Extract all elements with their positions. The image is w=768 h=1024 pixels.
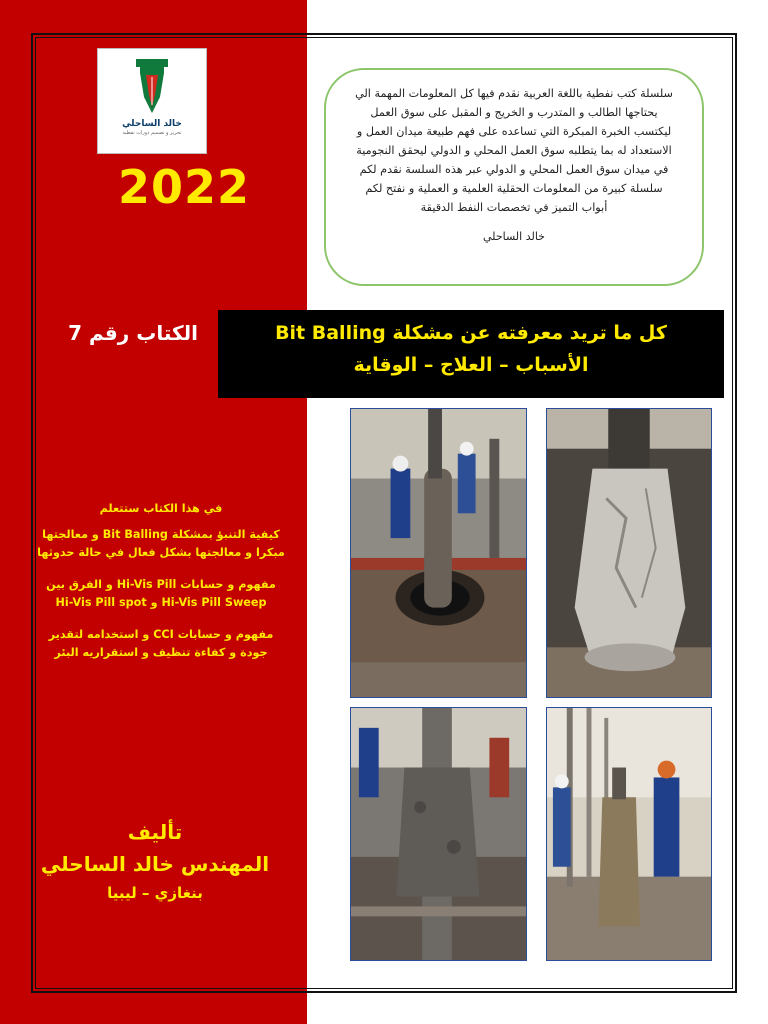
intro-author: خالد الساحلي [483,230,545,243]
book-number: الكتاب رقم 7 [68,321,198,345]
intro-line: ليكتسب الخبرة المبكرة التي تساعده على فهم طبيعة ميدان العمل و [356,125,672,138]
intro-line: أبواب التميز في تخصصات النفط الدقيقة [420,201,608,214]
learn-section [36,500,286,676]
intro-line: في ميدان سوق العمل المحلي و الدولي عبر هذه السلسة نقدم لكم [359,163,669,176]
photo-workers-balled-bit [546,707,712,961]
title-band [218,310,724,398]
year-label: 2022 [118,160,251,214]
photo-balled-pipe-rotary [350,707,527,961]
book-title: كل ما تريد معرفته عن مشكلة Bit Balling [275,322,667,344]
logo-tagline: تحرير و تصميم دورات نفطية [122,130,182,136]
series-intro-box [324,68,704,286]
author-label: تأليف [127,820,183,844]
learn-item: كيفية التنبؤ بمشكلة Bit Balling و معالجتها مبكرا و معالجتها بشكل فعال في حالة حدوثها [37,528,285,559]
publisher-logo [97,48,207,154]
logo-name: خالد الساحلي [122,119,182,129]
intro-line: سلسلة كتب نفطية باللغة العربية نقدم فيها كل المعلومات المهمة الي [355,87,673,100]
learn-item: مفهوم و حسابات CCI و استخدامه لتقدير جودة و كفاءة تنظيف و استقراريه البئر [48,628,274,659]
intro-line: الاستعداد له بما يتطلبه سوق العمل المحلي و الدولي ليحقق النجومية [356,144,672,157]
intro-line: يحتاجها الطالب و المتدرب و الخريج و المقبل على سوق العمل [370,106,658,119]
author-name: المهندس خالد الساحلي [40,852,270,876]
book-subtitle: الأسباب – العلاج – الوقاية [353,354,589,376]
learn-heading: في هذا الكتاب ستتعلم [99,502,223,515]
photo-balled-bit-closeup [546,408,712,698]
author-section [40,820,270,902]
author-place: بنغازي – ليبيا [107,884,203,902]
photo-rig-floor-balled-pipe [350,408,527,698]
learn-item: مفهوم و حسابات Hi-Vis Pill و الفرق بين Hi-Vis Pill Sweep و Hi-Vis Pill spot [46,578,276,609]
intro-line: سلسلة كبيرة من المعلومات الحقلية العلمية و العملية و نفتح لكم [365,182,663,195]
pen-nib-logo-icon [130,57,174,117]
